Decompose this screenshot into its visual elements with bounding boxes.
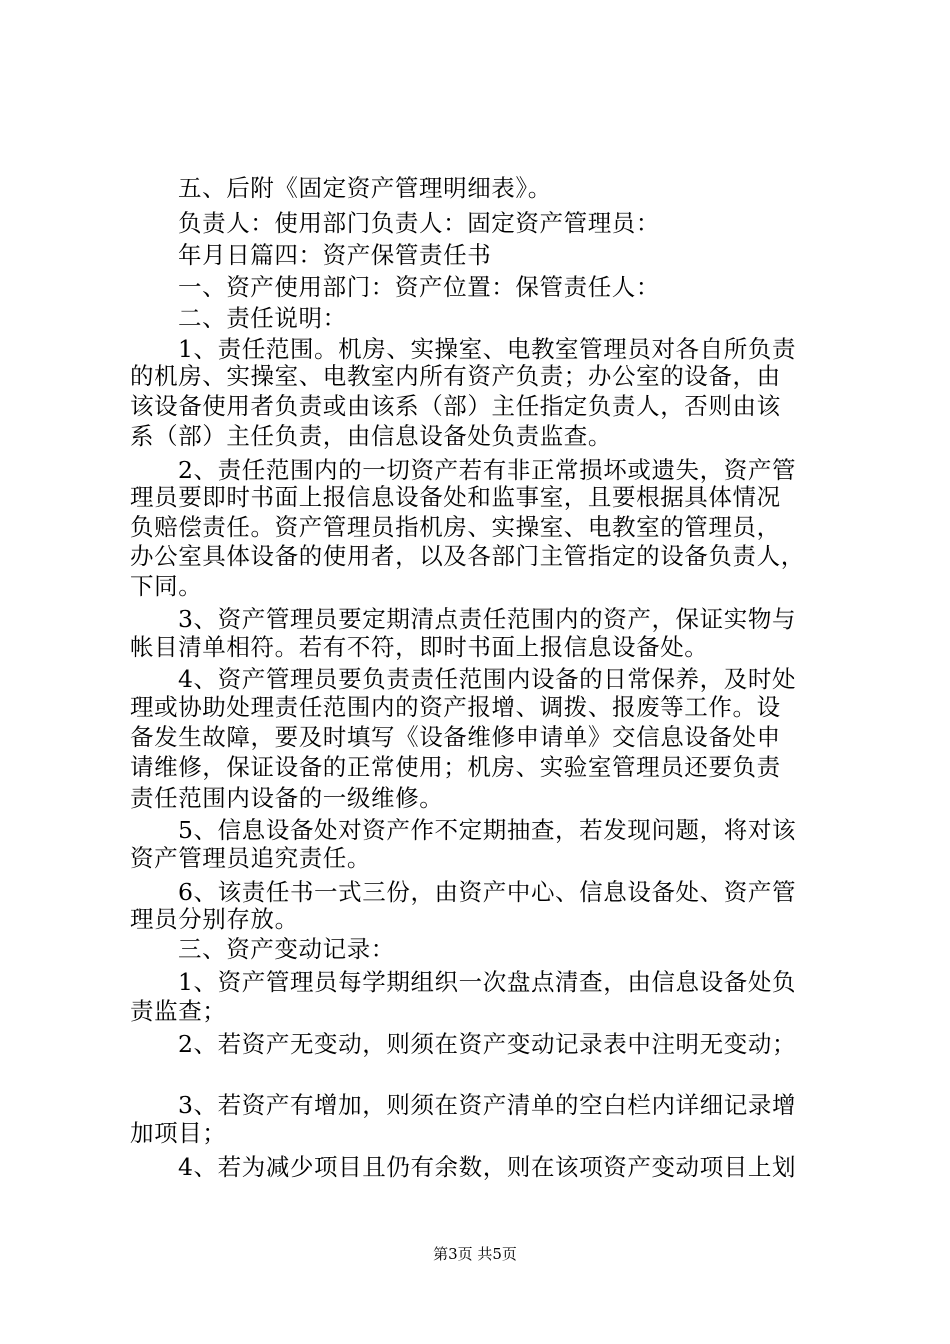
text-line: 3、资产管理员要定期清点责任范围内的资产，保证实物与 — [178, 605, 797, 633]
text-line: 6、该责任书一式三份，由资产中心、信息设备处、资产管 — [178, 878, 797, 906]
text-line: 办公室具体设备的使用者，以及各部门主管指定的设备负责人， — [130, 542, 805, 570]
text-line: 下同。 — [130, 572, 203, 600]
text-line: 负赔偿责任。资产管理员指机房、实操室、电教室的管理员， — [130, 513, 781, 541]
text-line: 责任范围内设备的一级维修。 — [130, 784, 444, 812]
page-number-footer: 第3页 共5页 — [433, 1245, 517, 1263]
text-line: 帐目清单相符。若有不符，即时书面上报信息设备处。 — [130, 633, 709, 661]
text-line: 备发生故障，要及时填写《设备维修申请单》交信息设备处申 — [130, 723, 781, 751]
text-line: 系（部）主任负责，由信息设备处负责监查。 — [130, 422, 612, 450]
text-line: 一、资产使用部门：资产位置：保管责任人： — [178, 273, 660, 301]
text-line: 2、若资产无变动，则须在资产变动记录表中注明无变动； — [178, 1030, 797, 1058]
text-line: 4、若为减少项目且仍有余数，则在该项资产变动项目上划 — [178, 1153, 797, 1181]
text-line: 负责人：使用部门负责人：固定资产管理员： — [178, 209, 660, 237]
text-line: 年月日篇四：资产保管责任书 — [178, 241, 492, 269]
text-line: 4、资产管理员要负责责任范围内设备的日常保养，及时处 — [178, 665, 797, 693]
text-line: 五、后附《固定资产管理明细表》。 — [178, 174, 552, 202]
text-line: 理员分别存放。 — [130, 905, 299, 933]
text-line: 理或协助处理责任范围内的资产报增、调拨、报废等工作。设 — [130, 693, 781, 721]
text-line: 1、责任范围。机房、实操室、电教室管理员对各自所负责 — [178, 335, 797, 363]
text-line: 资产管理员追究责任。 — [130, 844, 371, 872]
text-line: 1、资产管理员每学期组织一次盘点清查，由信息设备处负 — [178, 968, 797, 996]
text-line: 的机房、实操室、电教室内所有资产负责；办公室的设备，由 — [130, 362, 781, 390]
text-line: 该设备使用者负责或由该系（部）主任指定负责人，否则由该 — [130, 392, 781, 420]
text-line: 3、若资产有增加，则须在资产清单的空白栏内详细记录增 — [178, 1091, 797, 1119]
text-line: 理员要即时书面上报信息设备处和监事室，且要根据具体情况 — [130, 483, 781, 511]
text-line: 三、资产变动记录： — [178, 935, 395, 963]
text-line: 加项目； — [130, 1119, 227, 1147]
text-line: 二、责任说明： — [178, 304, 347, 332]
text-line: 2、责任范围内的一切资产若有非正常损坏或遗失，资产管 — [178, 456, 797, 484]
text-line: 请维修，保证设备的正常使用；机房、实验室管理员还要负责 — [130, 753, 781, 781]
text-line: 责监查； — [130, 997, 227, 1025]
text-line: 5、信息设备处对资产作不定期抽查，若发现问题，将对该 — [178, 816, 797, 844]
